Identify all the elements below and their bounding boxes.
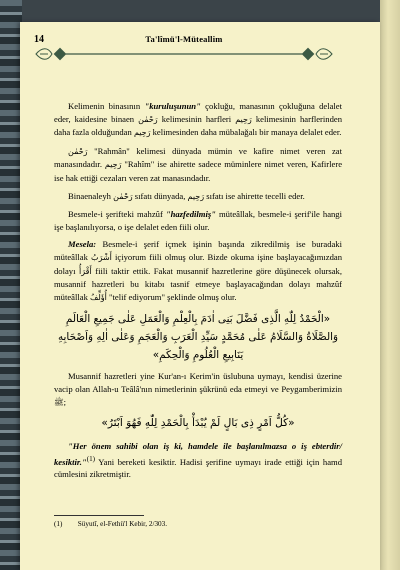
text-run: çokluğu, manasının çokluğuna delalet eder, kaidesine binaen (54, 101, 342, 124)
text-run: "telif ediyorum" şeklinde olmuş olur. (106, 291, 237, 302)
text-run: kelimesinin harflerinden daha fazla olduğundan (54, 113, 342, 138)
paragraph-p3 (54, 190, 342, 204)
arabic-word: رَحْمٰن (113, 191, 133, 201)
text-run: müteâllak, besmele-i şerif'ile hangi işe başlanılıyorsa, o işe delalet eden fiili olur. (54, 209, 342, 232)
text-run: "Rahmân" kelimesi dünyada mümin ve kafire nimet veren zat manasındadır. (54, 145, 342, 170)
paragraph-p2 (54, 145, 342, 185)
arabic-word: رَحِيم (187, 191, 205, 201)
text-run: sıfatı dünyada, (132, 190, 188, 201)
hadith-arabic: «كُلُّ اَمْرٍ ذِى بَالٍ لَمْ يُبْدَأْ بِالْحَمْدِ لِلّٰهِ فَهُوَ اَبْتَرُ» (101, 417, 295, 430)
book-binding (0, 0, 22, 570)
emphasis-text: "kuruluşunun" (144, 101, 201, 111)
text-run: Besmele-i şerifteki mahzûf (68, 209, 166, 220)
emphasis-text: Mesela: (68, 239, 97, 250)
text-run: Binaenaleyh (68, 190, 114, 201)
text-run: sıfatı ise ahirette tecelli eder. (204, 190, 305, 201)
arabic-word: رَحِيم (235, 114, 252, 124)
arabic-word: رَحْمٰن (138, 114, 158, 124)
text-run: Kelimenin binasının (68, 101, 145, 111)
text-run: Musannif hazretleri yine Kur'an-ı Kerim'in üslubuna uymayı, kendisi üzerine vacip olan Allah-u Teâlâ'nın nimetlerinin şükrünü eda etmeyi ve Peygamberimizin (54, 371, 342, 394)
text-run: kelimesinin harfleri (157, 113, 236, 124)
paragraph-after-quote (54, 370, 342, 409)
paragraph-p5 (54, 238, 342, 304)
emphasis-text: "hazfedilmiş" (165, 209, 216, 220)
text-run: Besmele-i şerif içmek işinin başında zikredilmiş ise buradaki müteâllak (54, 239, 342, 262)
body-text (54, 100, 342, 486)
footnote (54, 520, 334, 528)
paragraph-group (54, 100, 342, 304)
arabic-word: ﷺ (54, 397, 64, 407)
ornamental-rule (34, 46, 334, 62)
text-run: kelimesinden daha mübalağalı bir manaya delalet eder. (150, 127, 342, 138)
paragraph-p4 (54, 208, 342, 233)
page-edge (380, 0, 400, 570)
arabic-word: أَشْرَبُ (91, 252, 112, 262)
emphasis-text: "Her önem sahibi olan iş ki, hamdele ile başlanılmazsa o iş ebterdir/ kesiktir." (54, 441, 342, 467)
paragraph-p1 (54, 100, 342, 140)
arabic-word: أُؤَلِّفُ (90, 292, 107, 302)
footnote-ref: (1) (86, 454, 96, 463)
arabic-word: أَقْرَأُ (79, 266, 92, 276)
arabic-quote: «الْحَمْدُ لِلّٰهِ الَّذِى فَضَّلَ بَنِى اٰدَمَ بِالْعِلْمِ وَالْعَمَلِ عَلٰى جَمِيعِ الْعَالَمِ وَالصَّلَاةُ وَالسَّلَامُ عَلٰى مُحَمَّدٍ سَيِّدِ الْعَرَبِ وَالْعَجَمِ وَعَلٰى اٰلِهِ وَاَصْحَابِهِ يَنَابِيعِ الْعُلُومِ وَالْحِكَمِ» (57, 313, 339, 362)
arabic-word: رَحِيم (104, 160, 122, 170)
page-header (34, 36, 334, 62)
page-number: 14 (34, 34, 44, 45)
arabic-word: رَحْمٰن (68, 146, 88, 156)
footnote-text: Süyutî, el-Fethü'l Kebir, 2/303. (77, 520, 168, 528)
footnote-number: (1) (54, 520, 63, 528)
running-title: Ta'lîmü'l-Müteallim (145, 34, 223, 44)
text-run: "Rahîm" ise ahirette sadece müminlere nimet veren, Kafirlere ise hak ettiği cezaları veren zat manasındadır. (54, 159, 343, 183)
footnote-divider (54, 515, 144, 516)
arabic-word: رَحِيم (133, 128, 151, 138)
closing-paragraph (54, 440, 342, 481)
text-run: içiyorum fiili olmuş olur. Bizde okuma işine başlayacağımızdan dolayı (54, 251, 342, 276)
text-run: Yani bereketi kesiktir. Hadisi şerifine uymayı irade ettiği için hamd cümlesini zikretmiştir. (54, 456, 342, 480)
text-run: ; (63, 396, 67, 407)
text-run: fiili taktir ettik. Fakat musannif hazretlerine göre düşünecek olursak, musannif hazretleri bu kitabı tasnif etmeye başlayacağından dolayı mahzûf müteâllak (54, 265, 342, 302)
